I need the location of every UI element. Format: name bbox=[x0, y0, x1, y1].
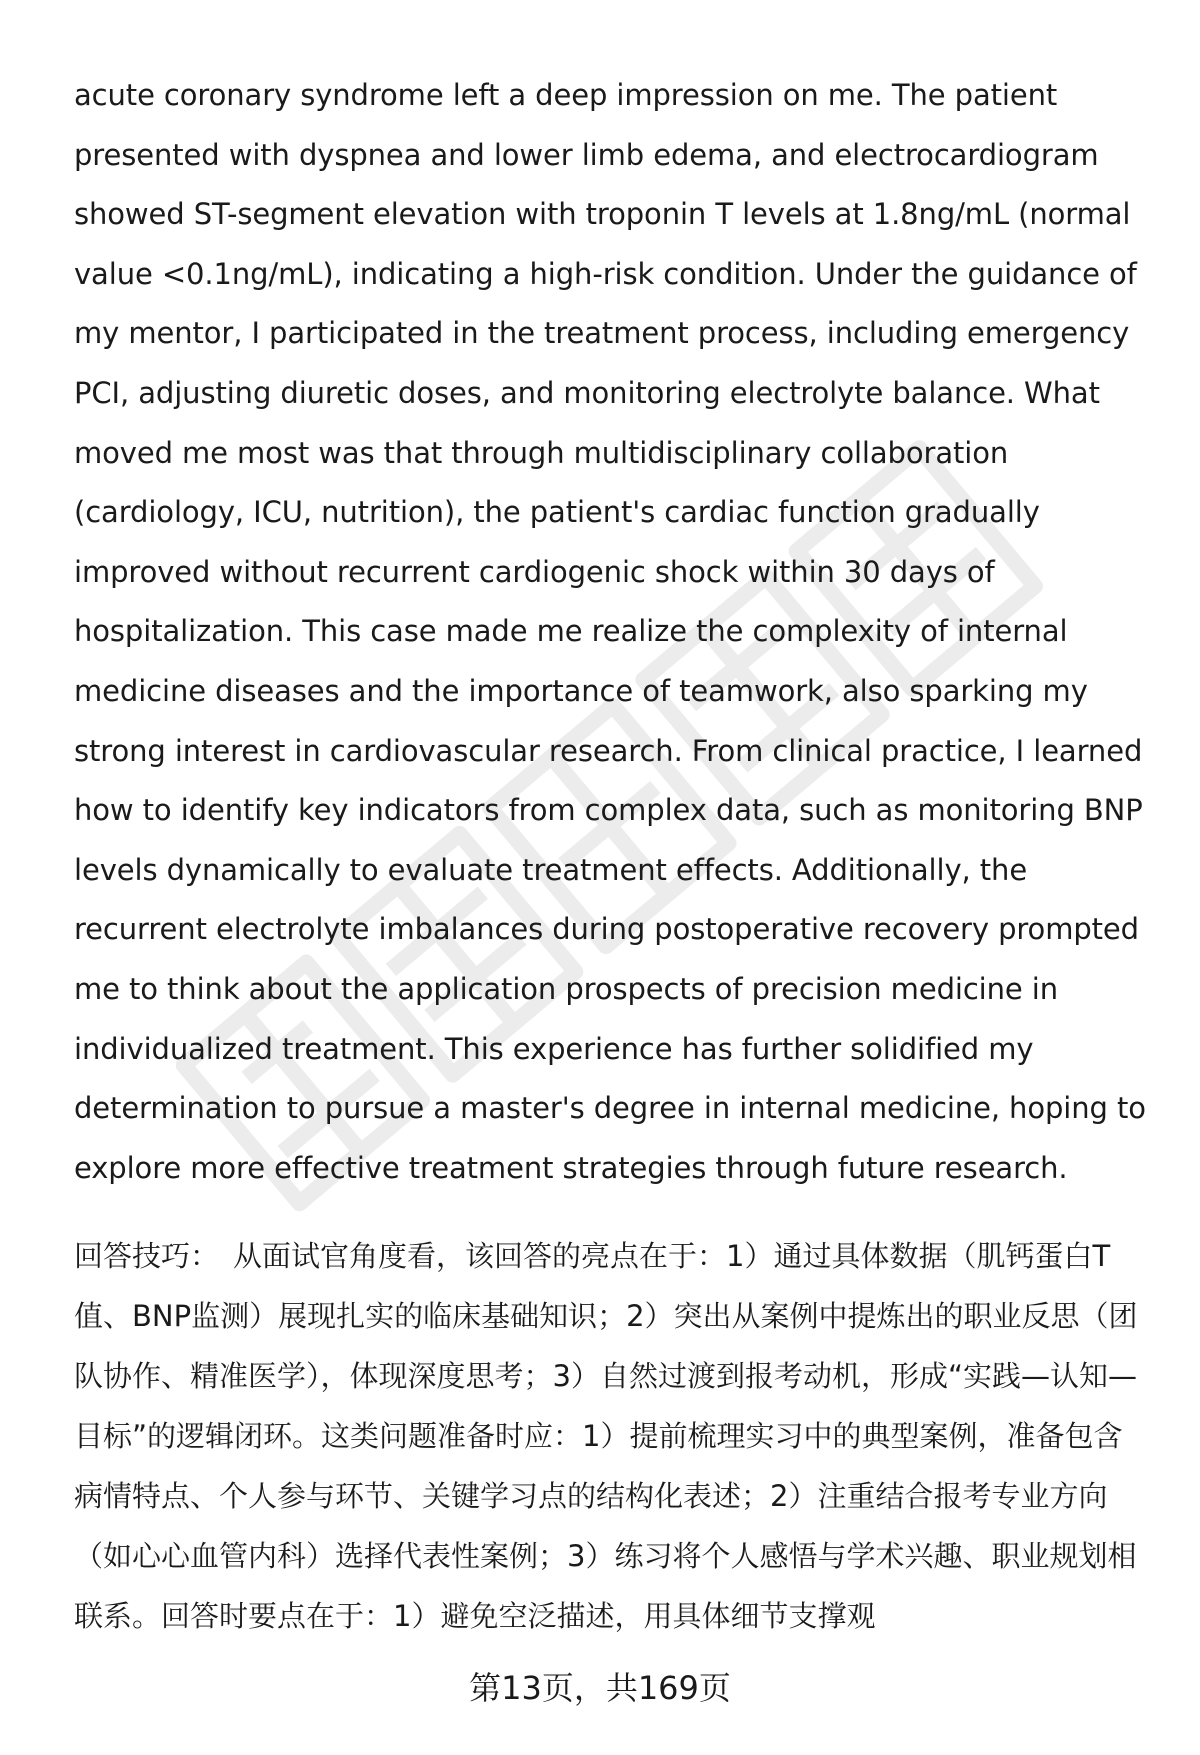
answer-tips-paragraph bbox=[74, 1226, 1144, 1646]
answer-paragraph: acute coronary syndrome left a deep impression on me. The patient presented with dyspnea and lower limb edema, and electrocardiogram showed ST-segment elevation with troponin T levels at 1.8ng/mL (normal value <0.1ng/mL), indicating a high-risk condition. Under the guidance of my mentor, I participated in the treatment process, including emergency PCI, adjusting diuretic doses, and monitoring electrolyte balance. What moved me most was that through multidisciplinary collaboration (cardiology, ICU, nutrition), the patient's cardiac function gradually improved without recurrent cardiogenic shock within 30 days of hospitalization. This case made me realize the complexity of internal medicine diseases and the importance of teamwork, also sparking my strong interest in cardiovascular research. From clinical practice, I learned how to identify key indicators from complex data, such as monitoring BNP levels dynamically to evaluate treatment effects. Additionally, the recurrent electrolyte imbalances during postoperative recovery prompted me to think about the application prospects of precision medicine in individualized treatment. This experience has further solidified my determination to pursue a master's degree in internal medicine, hoping to explore more effective treatment strategies through future research. bbox=[74, 78, 1146, 1185]
tips-label: 回答技巧： bbox=[74, 1239, 220, 1273]
tips-text: 从面试官角度看，该回答的亮点在于：1）通过具体数据（肌钙蛋白T值、BNP监测）展现扎实的临床基础知识；2）突出从案例中提炼出的职业反思（团队协作、精准医学），体现深度思考；3）自然过渡到报考动机，形成“实践—认知—目标”的逻辑闭环。这类问题准备时应：1）提前梳理实习中的典型案例，准备包含病情特点、个人参与环节、关键学习点的结构化表述；2）注重结合报考专业方向（如心心血管内科）选择代表性案例；3）练习将个人感悟与学术兴趣、职业规划相联系。回答时要点在于：1）避免空泛描述，用具体细节支撑观 bbox=[74, 1239, 1138, 1633]
page-footer: 第13页，共169页 bbox=[469, 1669, 731, 1707]
